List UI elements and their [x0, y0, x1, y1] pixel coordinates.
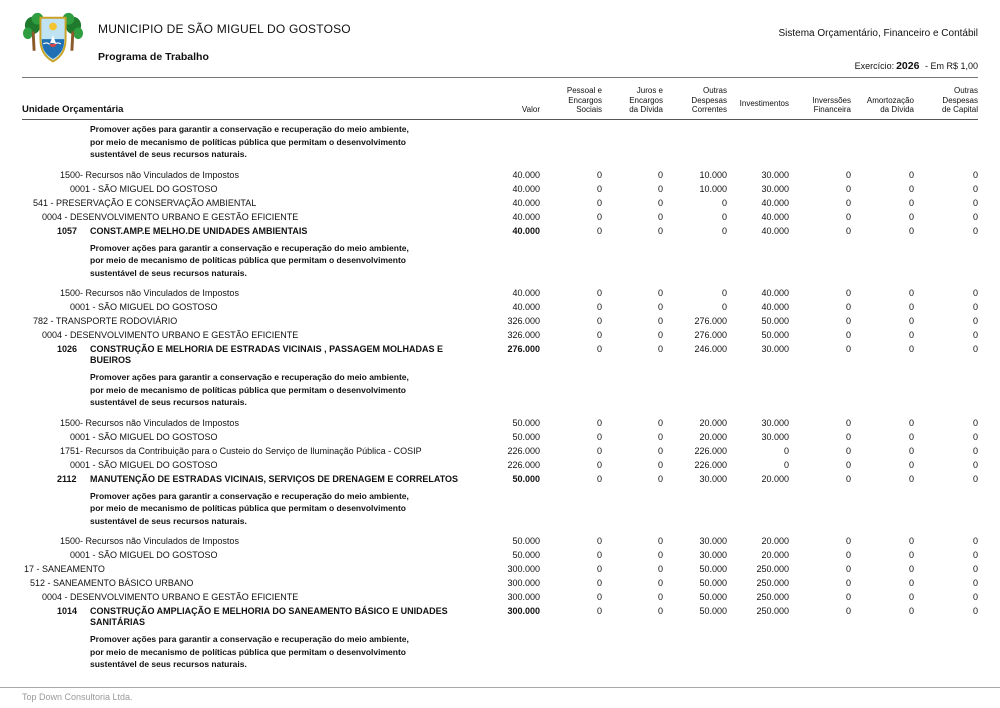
value-cell: 0 [845, 606, 851, 616]
value-cell: 0 [845, 211, 851, 222]
table-body [22, 119, 978, 678]
value-cell: 0 [596, 564, 602, 574]
column-header: Inverssões Financeira [812, 95, 851, 114]
value-cell: 0 [657, 592, 663, 602]
unit-label: 512 - SANEAMENTO BÁSICO URBANO [30, 578, 194, 588]
value-cell: 0 [721, 302, 727, 312]
unit-label: 1751- Recursos da Contribuição para o Custeio do Serviço de Iluminação Pública - COSIP [60, 445, 422, 456]
value-cell: 0 [657, 225, 663, 236]
value-cell: 0 [845, 459, 851, 470]
value-cell: 0 [972, 225, 978, 236]
unit-label: 0001 - SÃO MIGUEL DO GOSTOSO [70, 459, 218, 470]
table-row [22, 563, 978, 577]
value-cell: 0 [657, 473, 663, 484]
value-cell: 0 [972, 445, 978, 456]
value-cell: 0 [596, 550, 602, 560]
value-cell: 30.000 [699, 473, 727, 484]
unit-label: 0001 - SÃO MIGUEL DO GOSTOSO [70, 550, 218, 560]
value-cell: 0 [596, 445, 602, 456]
value-cell: 30.000 [761, 169, 789, 180]
value-cell: 40.000 [761, 225, 789, 236]
value-cell: 0 [596, 316, 602, 326]
value-cell: 40.000 [761, 197, 789, 208]
table-row [22, 458, 978, 472]
value-cell: 40.000 [512, 197, 540, 208]
table-row [22, 577, 978, 591]
value-cell: 0 [596, 473, 602, 484]
value-cell: 0 [908, 431, 914, 442]
value-cell: 0 [845, 417, 851, 428]
table-row [22, 535, 978, 549]
value-cell: 0 [596, 431, 602, 442]
value-cell: 0 [657, 288, 663, 298]
value-cell: 250.000 [756, 578, 789, 588]
value-cell: 0 [972, 344, 978, 354]
value-cell: 0 [908, 550, 914, 560]
value-cell: 40.000 [512, 183, 540, 194]
column-header: Pessoal e Encargos Sociais [566, 86, 602, 114]
header-titles [98, 10, 351, 72]
unit-label: 17 - SANEAMENTO [24, 564, 105, 574]
table-row [22, 182, 978, 196]
unit-label: 1500- Recursos não Vinculados de Impostos [60, 169, 239, 180]
value-cell: 50.000 [512, 417, 540, 428]
value-cell: 0 [972, 459, 978, 470]
unit-label: 0004 - DESENVOLVIMENTO URBANO E GESTÃO EFICIENTE [42, 592, 299, 602]
value-cell: 0 [845, 445, 851, 456]
value-cell: 30.000 [761, 431, 789, 442]
table-row [22, 472, 978, 486]
value-cell: 0 [972, 302, 978, 312]
value-cell: 0 [845, 578, 851, 588]
unit-label: 541 - PRESERVAÇÃO E CONSERVAÇÃO AMBIENTAL [33, 197, 257, 208]
value-cell: 250.000 [756, 606, 789, 616]
unit-label: 0001 - SÃO MIGUEL DO GOSTOSO [70, 302, 218, 312]
value-cell: 226.000 [694, 445, 727, 456]
table-row [22, 416, 978, 430]
value-cell: 0 [657, 169, 663, 180]
action-code: 2112 [57, 473, 77, 484]
action-description: Promover ações para garantir a conservação e recuperação do meio ambiente, por meio de mecanismo de políticas pública que permitam o desenvolvimento sustentável de seus recursos naturais. [90, 634, 409, 669]
value-cell: 0 [845, 550, 851, 560]
value-cell: 276.000 [694, 330, 727, 340]
value-cell: 0 [596, 197, 602, 208]
value-cell: 0 [908, 183, 914, 194]
value-cell: 0 [657, 431, 663, 442]
value-cell: 0 [596, 330, 602, 340]
value-cell: 0 [972, 550, 978, 560]
value-cell: 250.000 [756, 592, 789, 602]
unit-label: 0004 - DESENVOLVIMENTO URBANO E GESTÃO EFICIENTE [42, 211, 299, 222]
value-cell: 50.000 [512, 431, 540, 442]
value-cell: 0 [596, 344, 602, 354]
value-cell: 0 [845, 183, 851, 194]
report-title: Programa de Trabalho [98, 51, 209, 63]
value-cell: 0 [908, 169, 914, 180]
table-row [22, 430, 978, 444]
value-cell: 0 [657, 344, 663, 354]
value-cell: 0 [657, 550, 663, 560]
value-cell: 246.000 [694, 344, 727, 354]
value-cell: 0 [972, 431, 978, 442]
action-title: CONST.AMP.E MELHO.DE UNIDADES AMBIENTAIS [90, 225, 308, 236]
value-cell: 50.000 [761, 316, 789, 326]
table-row [22, 315, 978, 329]
value-cell: 0 [657, 578, 663, 588]
value-cell: 226.000 [694, 459, 727, 470]
description-row [22, 119, 978, 168]
exercise-suffix: - Em R$ 1,00 [924, 61, 978, 71]
value-cell: 50.000 [512, 550, 540, 560]
table-row [22, 343, 978, 368]
table-row [22, 224, 978, 238]
value-cell: 0 [657, 197, 663, 208]
description-row [22, 630, 978, 679]
table-row [22, 168, 978, 182]
value-cell: 0 [972, 330, 978, 340]
value-cell: 0 [845, 169, 851, 180]
value-cell: 30.000 [761, 344, 789, 354]
value-cell: 0 [783, 445, 789, 456]
action-title: MANUTENÇÃO DE ESTRADAS VICINAIS, SERVIÇOS DE DRENAGEM E CORRELATOS [90, 473, 459, 484]
value-cell: 0 [845, 197, 851, 208]
value-cell: 0 [845, 536, 851, 546]
table-header-row [22, 80, 978, 119]
value-cell: 50.000 [699, 606, 727, 616]
value-cell: 0 [908, 344, 914, 354]
description-row [22, 238, 978, 287]
value-cell: 0 [972, 578, 978, 588]
action-title: CONSTRUÇÃO E MELHORIA DE ESTRADAS VICINAIS , PASSAGEM MOLHADAS E BUEIROS [90, 344, 444, 365]
column-header: Valor [521, 105, 540, 114]
value-cell: 0 [596, 536, 602, 546]
value-cell: 0 [721, 225, 727, 236]
action-description: Promover ações para garantir a conservação e recuperação do meio ambiente, por meio de mecanismo de políticas pública que permitam o desenvolvimento sustentável de seus recursos naturais. [90, 242, 409, 278]
table-row [22, 591, 978, 605]
value-cell: 0 [908, 330, 914, 340]
value-cell: 0 [657, 417, 663, 428]
value-cell: 0 [972, 417, 978, 428]
value-cell: 40.000 [512, 211, 540, 222]
unit-label: 1500- Recursos não Vinculados de Impostos [60, 288, 239, 298]
description-row [22, 486, 978, 535]
value-cell: 0 [972, 211, 978, 222]
table-row [22, 549, 978, 563]
value-cell: 0 [845, 564, 851, 574]
value-cell: 0 [596, 606, 602, 616]
action-code: 1014 [57, 606, 78, 616]
value-cell: 0 [972, 169, 978, 180]
value-cell: 326.000 [507, 316, 540, 326]
value-cell: 50.000 [761, 330, 789, 340]
column-header: Amortozação da Dívida [866, 95, 914, 114]
value-cell: 0 [845, 592, 851, 602]
value-cell: 40.000 [512, 225, 540, 236]
value-cell: 0 [908, 302, 914, 312]
value-cell: 300.000 [507, 606, 540, 616]
value-cell: 30.000 [699, 536, 727, 546]
municipal-coat-of-arms-icon [22, 10, 84, 72]
value-cell: 276.000 [507, 344, 540, 354]
exercise-label: Exercício: [854, 61, 895, 71]
value-cell: 226.000 [507, 459, 540, 470]
unit-label: 1500- Recursos não Vinculados de Impostos [60, 536, 239, 546]
value-cell: 250.000 [756, 564, 789, 574]
value-cell: 0 [721, 197, 727, 208]
value-cell: 0 [908, 225, 914, 236]
value-cell: 0 [596, 211, 602, 222]
value-cell: 300.000 [507, 564, 540, 574]
value-cell: 0 [596, 288, 602, 298]
action-description: Promover ações para garantir a conservação e recuperação do meio ambiente, por meio de mecanismo de políticas pública que permitam o desenvolvimento sustentável de seus recursos naturais. [90, 372, 409, 407]
value-cell: 0 [596, 417, 602, 428]
value-cell: 0 [596, 302, 602, 312]
value-cell: 0 [845, 344, 851, 354]
column-header: Juros e Encargos da Dívida [629, 86, 663, 114]
value-cell: 30.000 [761, 183, 789, 194]
exercise-year: 2026 [896, 60, 920, 72]
budget-table [22, 80, 978, 678]
description-row [22, 368, 978, 417]
value-cell: 0 [972, 606, 978, 616]
value-cell: 30.000 [699, 550, 727, 560]
value-cell: 0 [972, 183, 978, 194]
unit-column-header: Unidade Orçamentária [22, 104, 124, 115]
table-row [22, 287, 978, 301]
value-cell: 0 [657, 459, 663, 470]
value-cell: 0 [845, 473, 851, 484]
value-cell: 0 [845, 316, 851, 326]
value-cell: 0 [972, 197, 978, 208]
value-cell: 20.000 [761, 550, 789, 560]
unit-label: 1500- Recursos não Vinculados de Impostos [60, 417, 239, 428]
value-cell: 0 [596, 592, 602, 602]
value-cell: 0 [657, 330, 663, 340]
action-description: Promover ações para garantir a conservação e recuperação do meio ambiente, por meio de mecanismo de políticas pública que permitam o desenvolvimento sustentável de seus recursos naturais. [90, 124, 409, 159]
value-cell: 300.000 [507, 578, 540, 588]
table-row [22, 444, 978, 458]
value-cell: 40.000 [512, 169, 540, 180]
value-cell: 0 [596, 225, 602, 236]
value-cell: 0 [972, 536, 978, 546]
value-cell: 50.000 [699, 564, 727, 574]
value-cell: 0 [845, 225, 851, 236]
value-cell: 0 [908, 606, 914, 616]
value-cell: 20.000 [761, 473, 789, 484]
value-cell: 30.000 [761, 417, 789, 428]
value-cell: 10.000 [699, 183, 727, 194]
value-cell: 0 [908, 445, 914, 456]
value-cell: 0 [783, 459, 789, 470]
system-name: Sistema Orçamentário, Financeiro e Contábil [778, 28, 978, 39]
value-cell: 0 [596, 169, 602, 180]
value-cell: 0 [972, 316, 978, 326]
action-description: Promover ações para garantir a conservação e recuperação do meio ambiente, por meio de mecanismo de políticas pública que permitam o desenvolvimento sustentável de seus recursos naturais. [90, 490, 409, 526]
value-cell: 300.000 [507, 592, 540, 602]
header-divider [22, 77, 978, 78]
value-cell: 0 [908, 459, 914, 470]
value-cell: 0 [657, 183, 663, 194]
unit-label: 782 - TRANSPORTE RODOVIÁRIO [33, 316, 178, 326]
value-cell: 0 [908, 288, 914, 298]
unit-label: 0004 - DESENVOLVIMENTO URBANO E GESTÃO EFICIENTE [42, 330, 299, 340]
table-row [22, 329, 978, 343]
value-cell: 0 [908, 564, 914, 574]
table-row [22, 196, 978, 210]
value-cell: 0 [845, 330, 851, 340]
value-cell: 0 [657, 316, 663, 326]
value-cell: 0 [596, 578, 602, 588]
header-right [778, 10, 978, 72]
value-cell: 0 [908, 417, 914, 428]
value-cell: 0 [657, 606, 663, 616]
value-cell: 0 [657, 564, 663, 574]
exercise-info [778, 60, 978, 72]
value-cell: 40.000 [761, 211, 789, 222]
value-cell: 0 [721, 288, 727, 298]
value-cell: 40.000 [512, 302, 540, 312]
value-cell: 0 [908, 211, 914, 222]
table-row [22, 210, 978, 224]
value-cell: 0 [908, 473, 914, 484]
column-header: Investimentos [739, 99, 789, 108]
action-code: 1026 [57, 344, 78, 354]
value-cell: 50.000 [512, 536, 540, 546]
value-cell: 0 [845, 288, 851, 298]
value-cell: 0 [908, 536, 914, 546]
value-cell: 0 [721, 211, 727, 222]
value-cell: 50.000 [699, 592, 727, 602]
value-cell: 40.000 [512, 288, 540, 298]
action-title: CONSTRUÇÃO AMPLIAÇÃO E MELHORIA DO SANEAMENTO BÁSICO E UNIDADES SANITÁRIAS [90, 606, 448, 627]
value-cell: 0 [596, 183, 602, 194]
value-cell: 50.000 [512, 473, 540, 484]
report-footer [0, 687, 1000, 708]
value-cell: 0 [657, 536, 663, 546]
footer-company-name: Top Down Consultoria Ltda. [22, 692, 133, 702]
value-cell: 0 [972, 592, 978, 602]
value-cell: 0 [908, 197, 914, 208]
value-cell: 20.000 [699, 431, 727, 442]
unit-label: 0001 - SÃO MIGUEL DO GOSTOSO [70, 183, 218, 194]
header-left [22, 10, 351, 72]
value-cell: 0 [845, 302, 851, 312]
value-cell: 0 [908, 316, 914, 326]
unit-label: 0001 - SÃO MIGUEL DO GOSTOSO [70, 431, 218, 442]
value-cell: 276.000 [694, 316, 727, 326]
value-cell: 20.000 [699, 417, 727, 428]
value-cell: 0 [908, 592, 914, 602]
value-cell: 0 [657, 211, 663, 222]
column-header: Outras Despesas de Capital [941, 86, 978, 114]
value-cell: 0 [908, 578, 914, 588]
value-cell: 226.000 [507, 445, 540, 456]
value-cell: 40.000 [761, 288, 789, 298]
value-cell: 0 [657, 302, 663, 312]
table-row [22, 301, 978, 315]
value-cell: 40.000 [761, 302, 789, 312]
value-cell: 0 [845, 431, 851, 442]
value-cell: 0 [657, 445, 663, 456]
value-cell: 0 [972, 564, 978, 574]
report-header [22, 10, 978, 72]
value-cell: 0 [972, 288, 978, 298]
value-cell: 326.000 [507, 330, 540, 340]
value-cell: 0 [596, 459, 602, 470]
action-code: 1057 [57, 225, 78, 236]
column-header: Outras Despesas Correntes [691, 86, 727, 114]
municipality-name: MUNICIPIO DE SÃO MIGUEL DO GOSTOSO [98, 22, 351, 36]
value-cell: 20.000 [761, 536, 789, 546]
table-row [22, 605, 978, 630]
value-cell: 0 [972, 473, 978, 484]
value-cell: 10.000 [699, 169, 727, 180]
value-cell: 50.000 [699, 578, 727, 588]
